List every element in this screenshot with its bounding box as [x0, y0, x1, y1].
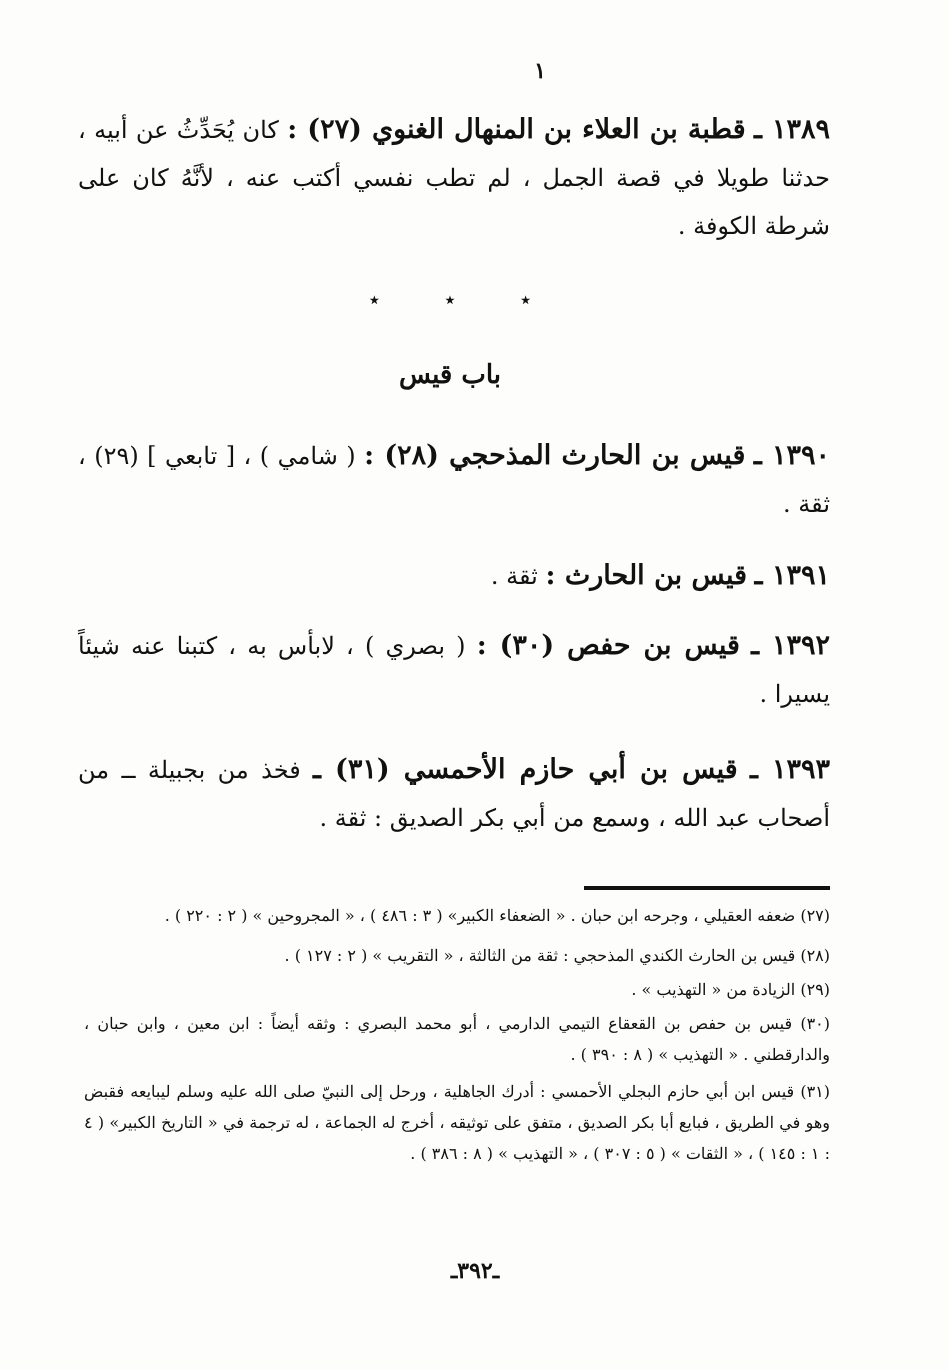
entry-name: قيس بن أبي حازم الأحمسي (٣١) ـ: [313, 754, 738, 785]
entry-1391: [78, 552, 830, 600]
separator-star: ٭: [521, 290, 530, 309]
entry-name: قيس بن الحارث المذحجي (٢٨) :: [364, 440, 746, 471]
footnote-31: (٣١) قيس ابن أبي حازم البجلي الأحمسي : أدرك الجاهلية ، ورحل إلى النبيّ صلى الله عليه وسلم ليبايعه فقبض وهو في الطريق ، فبايع أبا بكر الصديق ، متفق على توثيقه ، أخرج له الجماعة ، له ترجمة في « التاريخ الكبير» ( ٤ : ١ : ١٤٥ ) ، « الثقات » ( ٥ : ٣٠٧ ) ، « التهذيب » ( ٨ : ٣٨٦ ) .: [84, 1082, 830, 1163]
entry-number: ١٣٩١ ـ: [754, 560, 830, 591]
entry-number: ١٣٩٠ ـ: [753, 440, 830, 471]
entry-number: ١٣٨٩ ـ: [753, 114, 830, 145]
section-separator: [370, 290, 530, 309]
entry-number: ١٣٩٢ ـ: [751, 630, 830, 661]
entry-text: ( بصري ) ، لابأس به ، كتبنا عنه شيئاً يسيرا .: [78, 632, 830, 708]
entry-1393: [78, 746, 830, 842]
footnote-29: (٢٩) الزيادة من « التهذيب » .: [631, 980, 830, 999]
entry-1392: [78, 622, 830, 718]
entry-text: ثقة .: [490, 562, 538, 590]
entry-text: فخذ من بجبيلة ــ من أصحاب عبد الله ، وسمع من أبي بكر الصديق : ثقة .: [78, 756, 830, 832]
footnote-rule: [584, 886, 830, 890]
entry-number: ١٣٩٣ ـ: [749, 754, 831, 785]
footnote-30: (٣٠) قيس بن حفص بن القعقاع التيمي الدارمي ، أبو محمد البصري : وثقه أيضاً : ابن معين ، وابن حبان ، والدارقطني . « التهذيب » ( ٨ : ٣٩٠ ) .: [84, 1014, 830, 1064]
footnote-28: (٢٨) قيس بن الحارث الكندي المذحجي : ثقة من الثالثة ، « التقريب » ( ٢ : ١٢٧ ) .: [284, 946, 830, 965]
footnote-27: (٢٧) ضعفه العقيلي ، وجرحه ابن حبان . « الضعفاء الكبير» ( ٣ : ٤٨٦ ) ، « المجروحين » ( ٢ : ٢٢٠ ) .: [164, 906, 830, 925]
top-mark: ١: [534, 58, 546, 84]
entry-name: قطبة بن العلاء بن المنهال الغنوي (٢٧) :: [287, 114, 746, 145]
entry-text: ( شامي ) ، [ تابعي ] (٢٩) ، ثقة .: [78, 442, 830, 518]
entry-1389: [78, 106, 830, 250]
entry-text: كان يُحَدِّثُ عن أبيه ، حدثنا طويلا في قصة الجمل ، لم تطب نفسي أكتب عنه ، لأنَّهُ كان على شرطة الكوفة .: [78, 116, 830, 240]
entry-1390: [78, 432, 830, 528]
separator-star: ٭: [445, 290, 455, 309]
separator-star: ٭: [370, 290, 379, 309]
chapter-title: باب قيس: [398, 360, 502, 390]
page-number: ـ٣٩٢ـ: [450, 1258, 500, 1284]
entry-name: قيس بن الحارث :: [545, 560, 748, 591]
entry-name: قيس بن حفص (٣٠) :: [476, 630, 740, 661]
